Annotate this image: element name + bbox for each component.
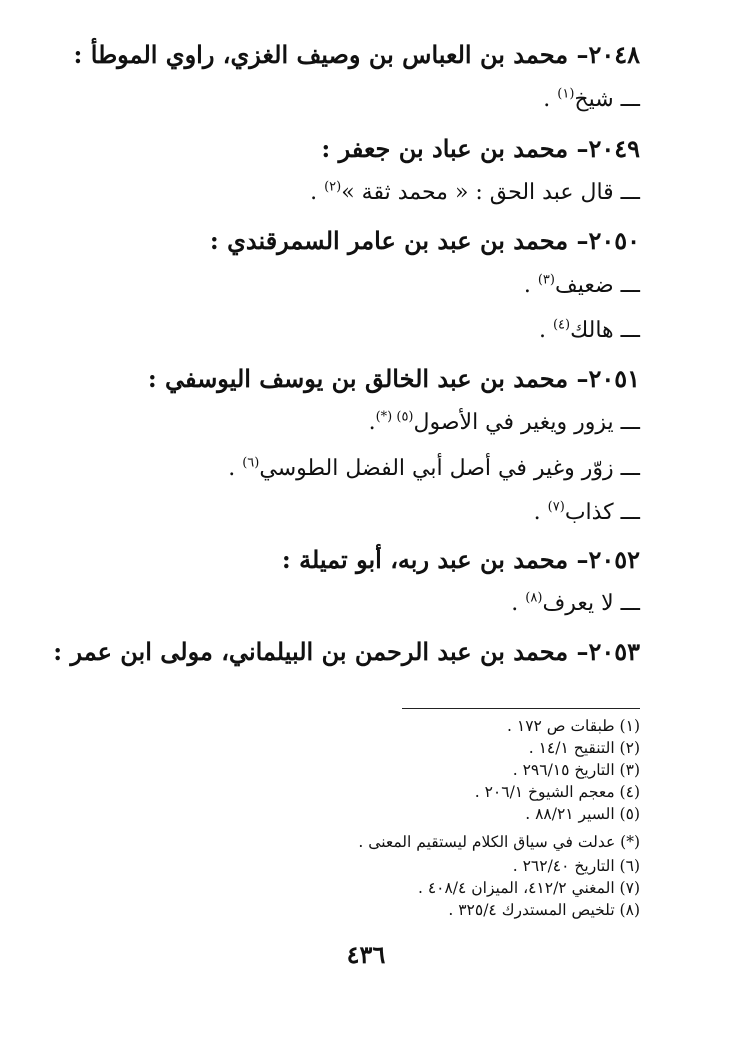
entry-title: محمد بن عبد ربه، أبو تميلة : bbox=[281, 545, 569, 574]
entry-number: ٢٠٥٢– bbox=[576, 545, 640, 574]
footnote: (٨) تلخيص المستدرك ٣٢٥/٤ . bbox=[448, 901, 640, 919]
footnote: (٢) التنقيح ١٤/١ . bbox=[528, 739, 640, 757]
footnote: (٣) التاريخ ٢٩٦/١٥ . bbox=[512, 761, 640, 779]
entry-heading bbox=[282, 545, 640, 575]
footnote: (٧) المغني ٤١٢/٢، الميزان ٤٠٨/٤ . bbox=[417, 879, 640, 897]
statement-end: . bbox=[310, 180, 325, 205]
footnote-separator bbox=[402, 708, 640, 709]
statement-end: . bbox=[511, 591, 526, 616]
entry-heading bbox=[210, 226, 640, 256]
footnote-ref: (٦) bbox=[242, 455, 260, 471]
footnote: (٦) التاريخ ٢٦٢/٤٠ . bbox=[512, 857, 640, 875]
footnote-ref: (٨) bbox=[525, 590, 543, 606]
entry-title: محمد بن عبد الخالق بن يوسف اليوسفي : bbox=[147, 364, 569, 393]
footnote-ref: (٣) bbox=[537, 272, 555, 288]
entry-number: ٢٠٥١– bbox=[576, 364, 640, 393]
entry-title: محمد بن عباد بن جعفر : bbox=[321, 134, 569, 163]
statement-end: . bbox=[523, 273, 538, 298]
narrator-statement bbox=[369, 409, 640, 437]
narrator-statement bbox=[534, 499, 640, 527]
narrator-statement bbox=[539, 317, 640, 345]
entry-heading bbox=[321, 134, 640, 164]
footnote-ref: (٧) bbox=[547, 499, 565, 515]
narrator-statement bbox=[524, 272, 640, 300]
statement-end: . bbox=[533, 500, 548, 525]
entry-heading bbox=[148, 364, 640, 394]
entry-heading bbox=[74, 40, 640, 70]
footnote: (١) طبقات ص ١٧٢ . bbox=[507, 717, 640, 735]
narrator-statement bbox=[543, 86, 640, 114]
statement-end: . bbox=[543, 87, 558, 112]
statement-end: . bbox=[538, 318, 553, 343]
footnote: (*) عدلت في سياق الكلام ليستقيم المعنى . bbox=[358, 833, 640, 851]
statement-text: ـــ ضعيف bbox=[554, 273, 640, 298]
narrator-statement bbox=[228, 455, 640, 483]
entry-title: محمد بن عبد بن عامر السمرقندي : bbox=[209, 226, 569, 255]
statement-text: ـــ يزور ويغير في الأصول bbox=[413, 410, 640, 435]
statement-end: . bbox=[228, 456, 243, 481]
entry-heading bbox=[53, 637, 640, 667]
narrator-statement bbox=[310, 179, 640, 207]
footnote-ref: (١) bbox=[557, 86, 575, 102]
footnote: (٤) معجم الشيوخ ٢٠٦/١ . bbox=[474, 783, 640, 801]
entry-number: ٢٠٥٠– bbox=[576, 226, 640, 255]
statement-text: ـــ شيخ bbox=[574, 87, 640, 112]
entry-number: ٢٠٤٨– bbox=[576, 40, 640, 69]
entry-number: ٢٠٤٩– bbox=[576, 134, 640, 163]
page-number: ٤٣٦ bbox=[346, 940, 386, 969]
statement-text: ـــ قال عبد الحق : « محمد ثقة » bbox=[341, 180, 640, 205]
narrator-statement bbox=[511, 590, 640, 618]
entry-number: ٢٠٥٣– bbox=[576, 637, 640, 666]
statement-text: ـــ هالك bbox=[570, 318, 640, 343]
entry-title: محمد بن العباس بن وصيف الغزي، راوي الموطأ : bbox=[73, 40, 569, 69]
footnote: (٥) السير ٨٨/٢١ . bbox=[525, 805, 640, 823]
footnote-ref: (٤) bbox=[552, 317, 571, 333]
statement-text: ـــ لا يعرف bbox=[542, 591, 640, 616]
statement-text: ـــ زوّر وغير في أصل أبي الفضل الطوسي bbox=[259, 456, 640, 481]
statement-end: . bbox=[368, 410, 376, 435]
statement-text: ـــ كذاب bbox=[564, 500, 640, 525]
footnote-ref: (٥) (*) bbox=[375, 409, 414, 425]
footnote-ref: (٢) bbox=[324, 179, 342, 195]
entry-title: محمد بن عبد الرحمن بن البيلماني، مولى ابن عمر : bbox=[53, 637, 569, 666]
